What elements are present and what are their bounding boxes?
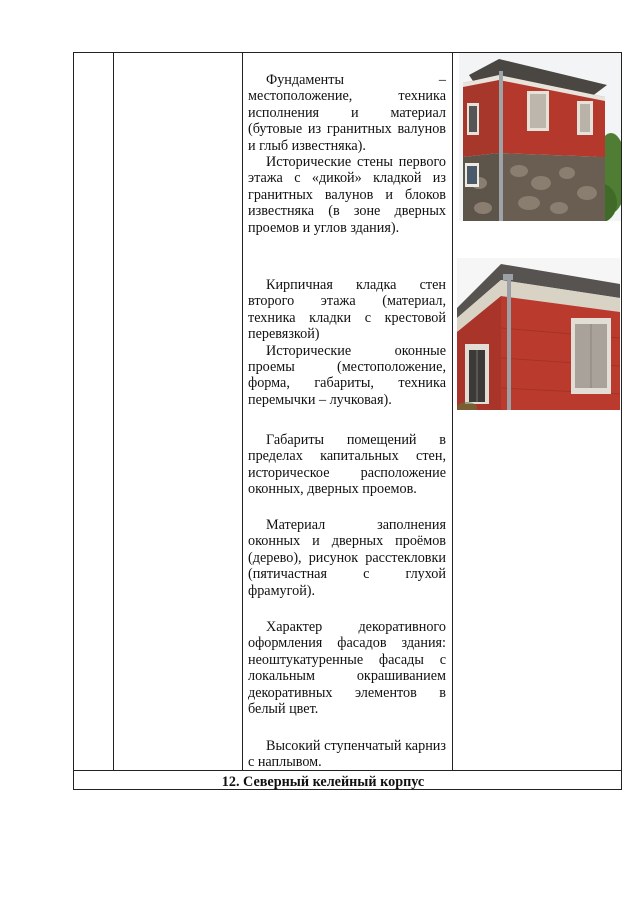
paragraph-first-floor-walls: Исторические стены первого этажа с «дикой» кладкой из гранитных валунов и блоков известняка (в зоне дверных проемов и углов здания). [248, 154, 446, 236]
section-heading-text: 12. Северный келейный корпус [221, 774, 425, 790]
col-line-5 [621, 52, 622, 790]
col-line-2 [113, 52, 114, 770]
photo-building-upper-floor [457, 258, 620, 410]
paragraph-foundations: Фундаменты – местоположение, техника исполнения и материал (бутовые из гранитных валунов и глыб известняка). [248, 72, 446, 154]
photo-1-svg [459, 53, 621, 221]
block-decoration [248, 619, 446, 717]
paragraph-fillings: Материал заполнения оконных и дверных проёмов (дерево), рисунок расстекловки (пятичастная с глухой фрамугой). [248, 517, 446, 599]
paragraph-decoration: Характер декоративного оформления фасадов здания: неоштукатуренные фасады с локальным окрашиванием декоративных элементов в белый цвет. [248, 619, 446, 718]
paragraph-cornice: Высокий ступенчатый карниз с наплывом. [248, 738, 446, 771]
block-brickwork [248, 277, 446, 408]
col-line-1 [73, 52, 74, 790]
photo-2-svg [457, 258, 620, 410]
paragraph-brickwork: Кирпичная кладка стен второго этажа (материал, техника кладки с крестовой перевязкой) [248, 277, 446, 343]
block-foundations [248, 72, 446, 236]
col-line-4 [452, 52, 453, 770]
col-line-3 [242, 52, 243, 770]
paragraph-window-openings: Исторические оконные проемы (местоположение, форма, габариты, техника перемычки – лучковая). [248, 342, 446, 408]
block-cornice [248, 738, 446, 771]
paragraph-rooms: Габариты помещений в пределах капитальных стен, историческое расположение оконных, дверных проемов. [248, 432, 446, 498]
block-rooms [248, 432, 446, 498]
section-heading [0, 774, 640, 791]
photo-building-corner-full [459, 53, 621, 221]
block-fillings [248, 517, 446, 599]
